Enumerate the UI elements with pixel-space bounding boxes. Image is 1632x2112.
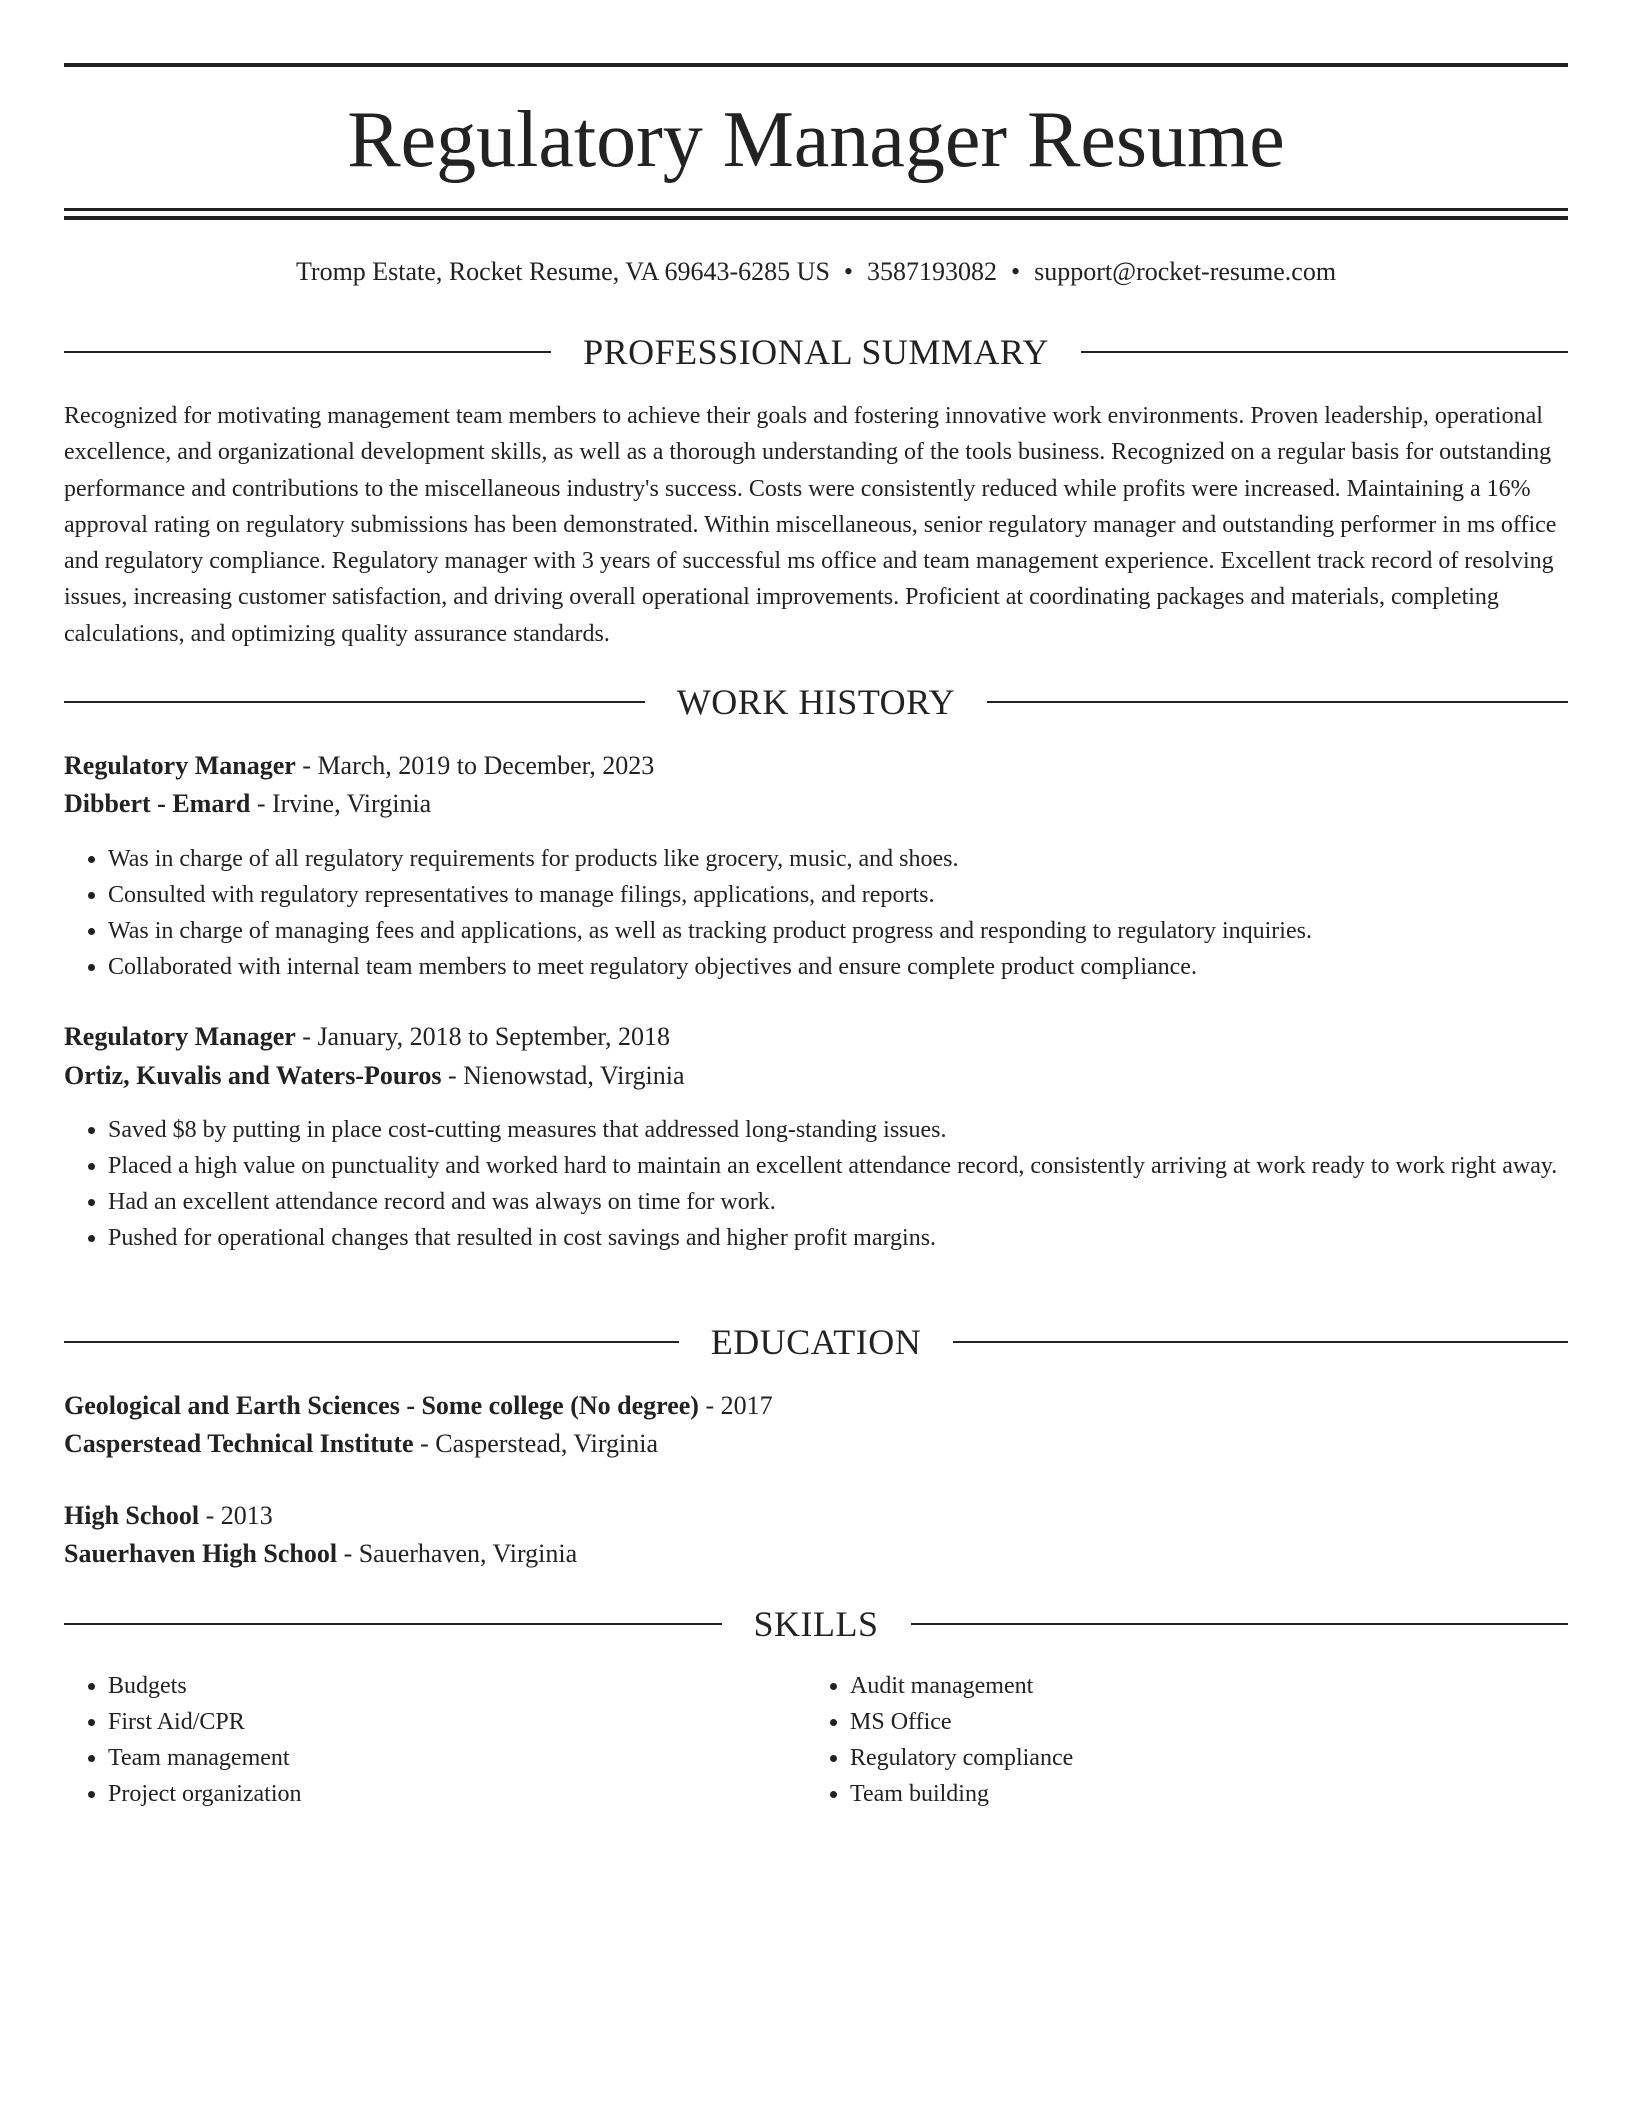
job-location: - Nienowstad, Virginia bbox=[441, 1061, 685, 1090]
list-item: • Pushed for operational changes that resulted in cost savings and higher profit margins. bbox=[108, 1220, 1568, 1256]
job-title-line bbox=[64, 1019, 1568, 1055]
work-history-heading bbox=[64, 680, 1568, 724]
heading-rule bbox=[953, 1341, 1568, 1343]
education-school: Casperstead Technical Institute bbox=[64, 1429, 414, 1458]
skill-item: • Audit management bbox=[850, 1668, 1550, 1704]
top-rule bbox=[64, 63, 1568, 67]
education-school-line bbox=[64, 1426, 1568, 1462]
skill-item: • MS Office bbox=[850, 1704, 1550, 1740]
education-degree: Geological and Earth Sciences - Some college (No degree) bbox=[64, 1391, 699, 1420]
title-double-rule bbox=[64, 208, 1568, 220]
list-item: • Was in charge of managing fees and applications, as well as tracking product progress and responding to regulatory inquiries. bbox=[108, 913, 1568, 949]
section-title: PROFESSIONAL SUMMARY bbox=[583, 332, 1049, 372]
job-company-line bbox=[64, 1058, 1568, 1094]
skills-list-left bbox=[64, 1668, 808, 1812]
list-item: • Consulted with regulatory representatives to manage filings, applications, and reports. bbox=[108, 877, 1568, 913]
job-dates: - March, 2019 to December, 2023 bbox=[295, 751, 655, 780]
education-degree-line bbox=[64, 1498, 1568, 1534]
skill-item: • Regulatory compliance bbox=[850, 1740, 1550, 1776]
skill-item: • Team building bbox=[850, 1776, 1550, 1812]
section-title: WORK HISTORY bbox=[676, 682, 956, 722]
job-bullets bbox=[64, 1112, 1568, 1256]
skills-heading bbox=[64, 1602, 1568, 1646]
heading-rule bbox=[911, 1623, 1569, 1625]
summary-heading bbox=[64, 330, 1568, 374]
job-title-line bbox=[64, 748, 1568, 784]
job-dates: - January, 2018 to September, 2018 bbox=[295, 1022, 670, 1051]
job-title: Regulatory Manager bbox=[64, 751, 296, 780]
education-school-line bbox=[64, 1536, 1568, 1572]
skill-item: • Team management bbox=[108, 1740, 808, 1776]
skill-item: • Project organization bbox=[108, 1776, 808, 1812]
summary-text: Recognized for motivating management team members to achieve their goals and fostering innovative work environments. Proven leadership, operational excellence, and organizational development skills, as well as a thorough understanding of the tools business. Recognized on a regular basis for outstanding performance and contributions to the miscellaneous industry's success. Costs were consistently reduced while profits were increased. Maintaining a 16% approval rating on regulatory submissions has been demonstrated. Within miscellaneous, senior regulatory manager and outstanding performer in ms office and regulatory compliance. Regulatory manager with 3 years of successful ms office and team management experience. Excellent track record of resolving issues, increasing customer satisfaction, and driving overall operational improvements. Proficient at coordinating packages and materials, completing calculations, and optimizing quality assurance standards. bbox=[64, 403, 1557, 647]
heading-rule bbox=[1081, 351, 1568, 353]
job-company: Dibbert - Emard bbox=[64, 789, 251, 818]
resume-title: Regulatory Manager Resume bbox=[347, 96, 1285, 184]
contact-phone: 3587193082 bbox=[867, 257, 998, 286]
list-item: • Was in charge of all regulatory requirements for products like grocery, music, and shoes. bbox=[108, 841, 1568, 877]
heading-rule bbox=[64, 1623, 722, 1625]
job-bullets bbox=[64, 841, 1568, 985]
list-item: • Placed a high value on punctuality and worked hard to maintain an excellent attendance record, consistently arriving at work ready to work right away. bbox=[108, 1148, 1568, 1184]
heading-rule bbox=[64, 1341, 679, 1343]
skill-item: • Budgets bbox=[108, 1668, 808, 1704]
education-degree: High School bbox=[64, 1501, 200, 1530]
job-title: Regulatory Manager bbox=[64, 1022, 296, 1051]
heading-rule bbox=[64, 701, 645, 703]
skills-list-right bbox=[806, 1668, 1550, 1812]
education-heading bbox=[64, 1320, 1568, 1364]
section-title: EDUCATION bbox=[710, 1322, 922, 1362]
education-year: - 2013 bbox=[199, 1501, 273, 1530]
education-degree-line bbox=[64, 1388, 1568, 1424]
section-title: SKILLS bbox=[753, 1604, 879, 1644]
job-company-line bbox=[64, 786, 1568, 822]
education-location: - Sauerhaven, Virginia bbox=[337, 1539, 578, 1568]
education-school: Sauerhaven High School bbox=[64, 1539, 338, 1568]
job-location: - Irvine, Virginia bbox=[250, 789, 432, 818]
contact-address: Tromp Estate, Rocket Resume, VA 69643-6285 US bbox=[295, 257, 830, 286]
list-item: • Had an excellent attendance record and was always on time for work. bbox=[108, 1184, 1568, 1220]
list-item: • Saved $8 by putting in place cost-cutting measures that addressed long-standing issues. bbox=[108, 1112, 1568, 1148]
contact-separator: • bbox=[1011, 257, 1021, 286]
heading-rule bbox=[64, 351, 551, 353]
education-year: - 2017 bbox=[698, 1391, 773, 1420]
job-company: Ortiz, Kuvalis and Waters-Pouros bbox=[64, 1061, 442, 1090]
list-item: • Collaborated with internal team members to meet regulatory objectives and ensure complete product compliance. bbox=[108, 949, 1568, 985]
education-location: - Casperstead, Virginia bbox=[413, 1429, 659, 1458]
contact-email: support@rocket-resume.com bbox=[1034, 257, 1337, 286]
contact-separator: • bbox=[843, 257, 854, 286]
contact-line bbox=[64, 254, 1568, 290]
skill-item: • First Aid/CPR bbox=[108, 1704, 808, 1740]
heading-rule bbox=[987, 701, 1568, 703]
